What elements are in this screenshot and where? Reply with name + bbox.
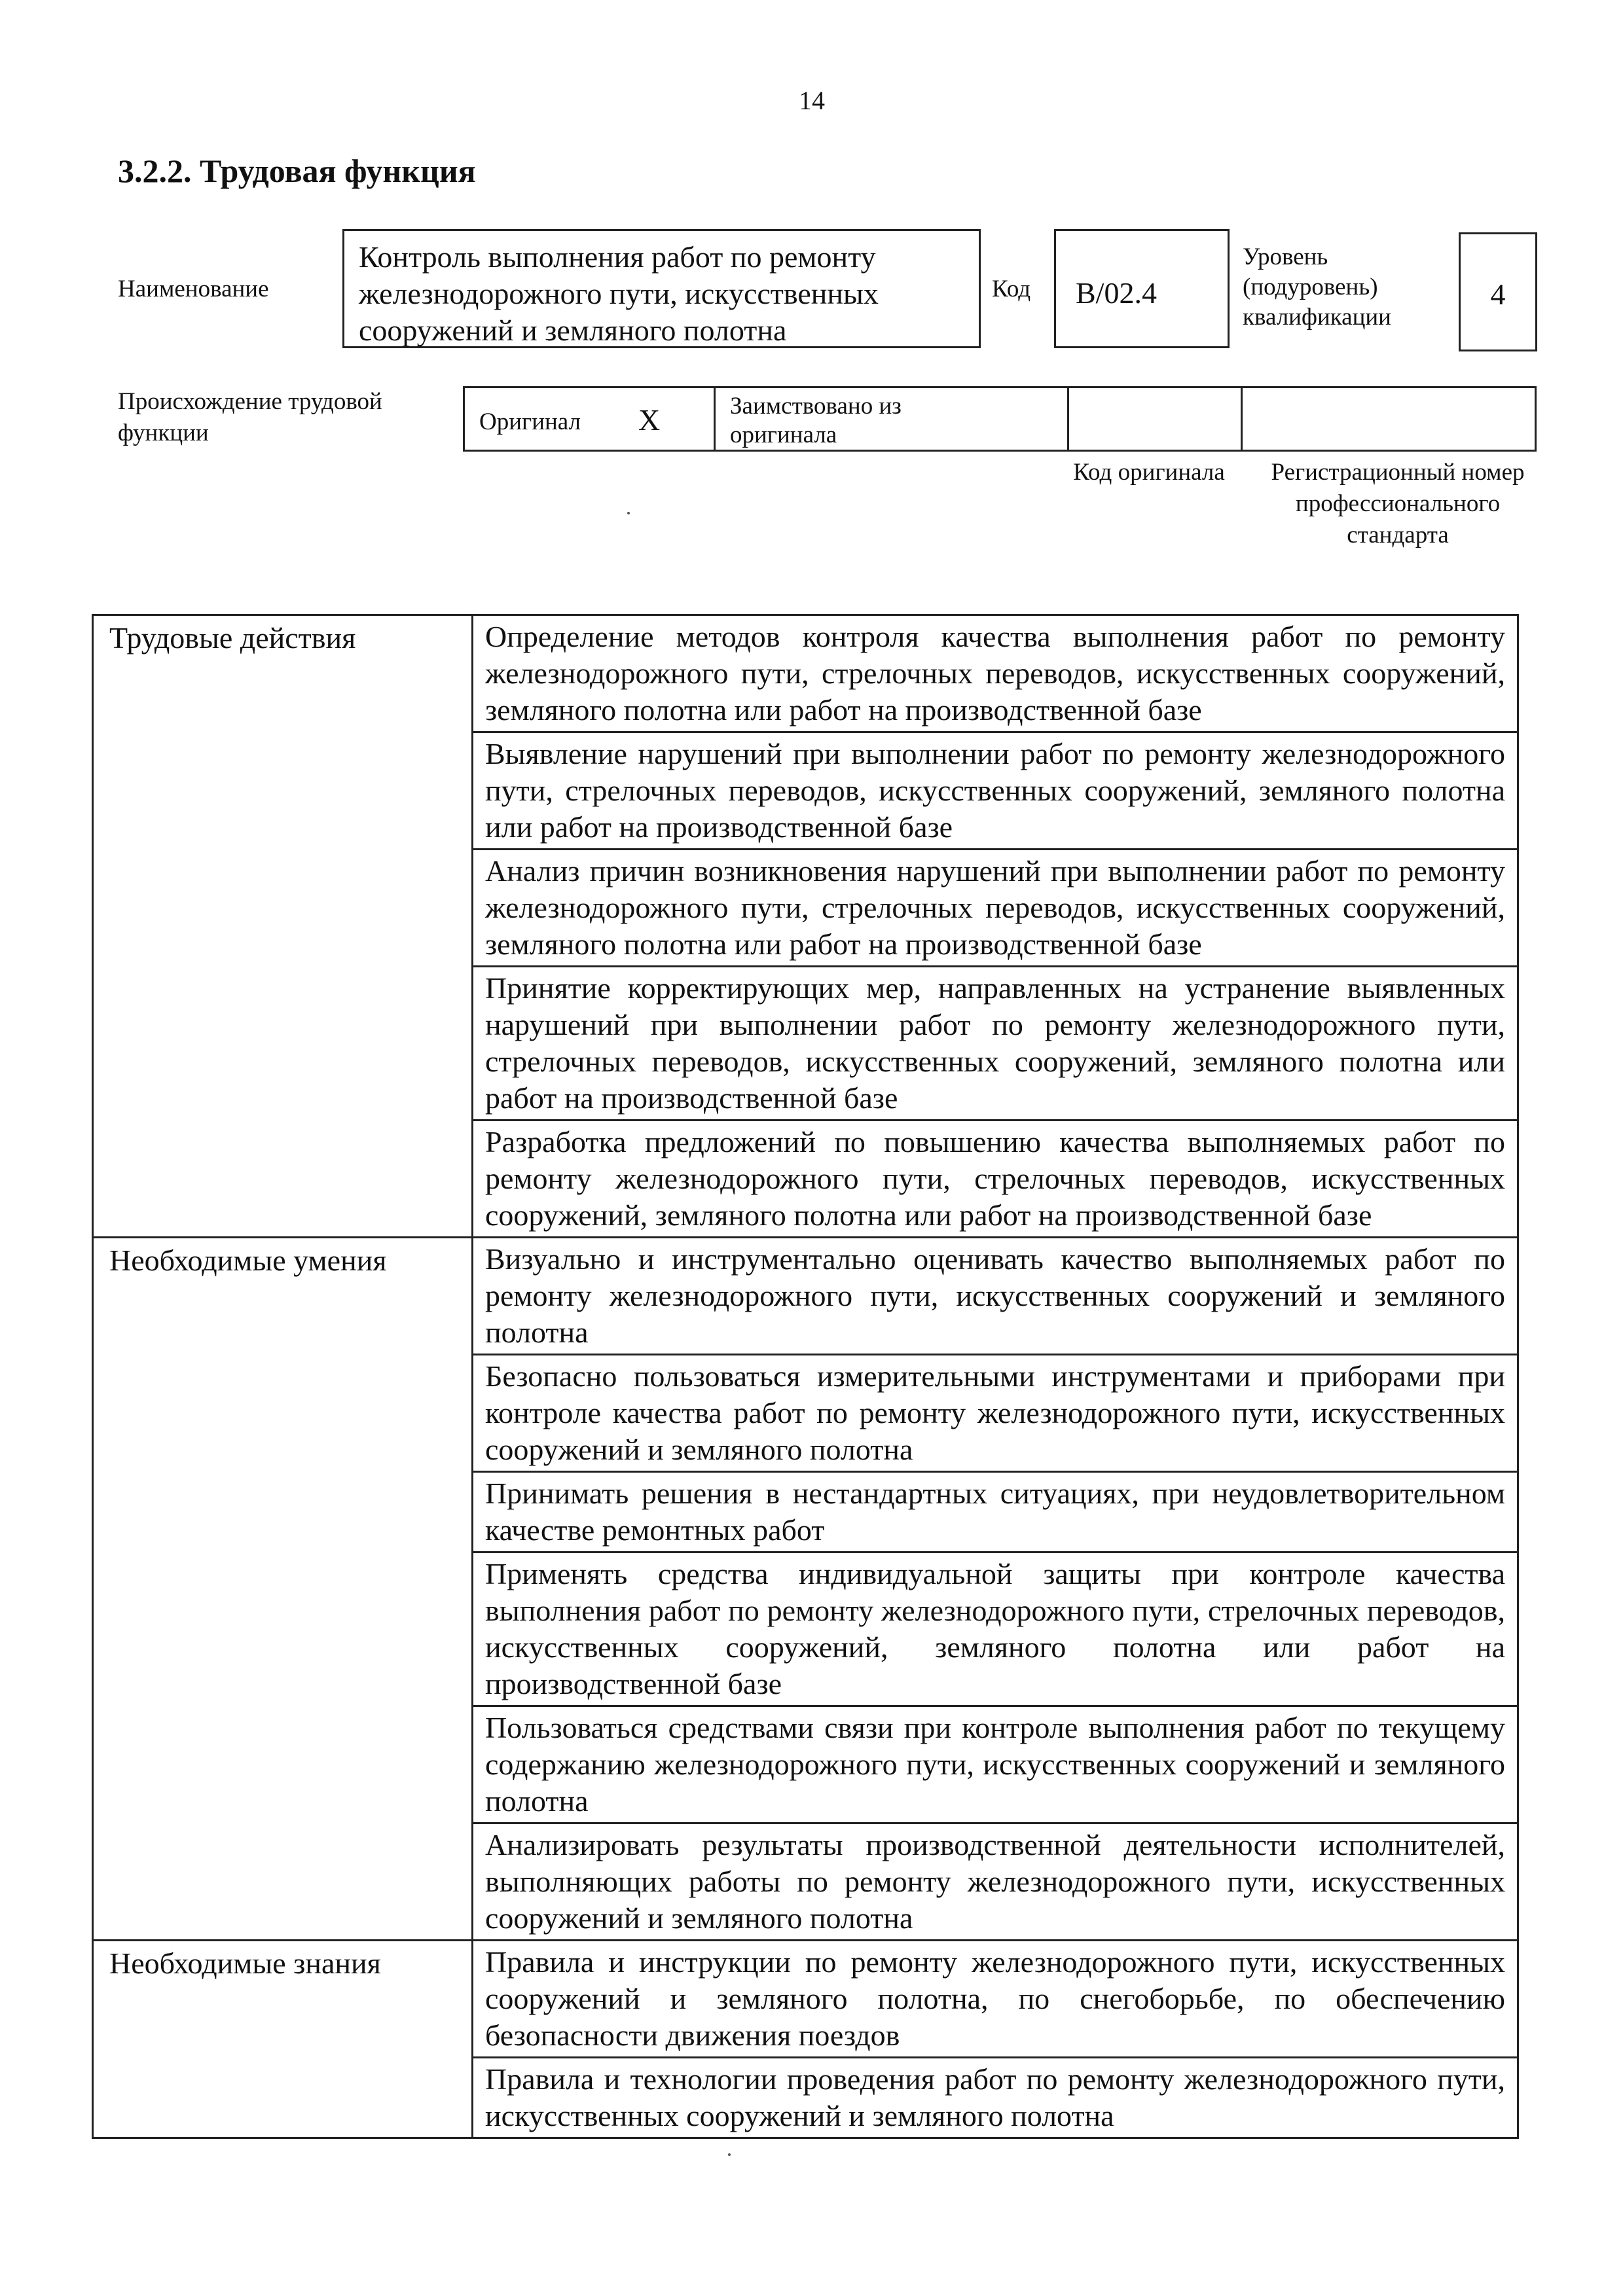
table-cell: Применять средства индивидуальной защиты при контроле качества выполнения работ по ремонту железнодорожного пути, стрелочных переводов, искусственных сооружений, земляного полотна или работ на производственной базе (473, 1552, 1518, 1706)
table-cell: Определение методов контроля качества выполнения работ по ремонту железнодорожного пути, стрелочных переводов, искусственных сооружений, земляного полотна или работ на производственной базе (473, 615, 1518, 732)
original-mark: X (638, 403, 661, 437)
skills-label: Необходимые умения (93, 1238, 473, 1941)
original-code-cell (1067, 388, 1241, 450)
reg-number-cell (1241, 388, 1539, 450)
table-cell: Безопасно пользоваться измерительными инструментами и приборами при контроле качества работ по ремонту железнодорожного пути, искусственных сооружений и земляного полотна (473, 1355, 1518, 1472)
table-cell: Принимать решения в нестандартных ситуациях, при неудовлетворительном качестве ремонтных работ (473, 1472, 1518, 1552)
level-value: 4 (1459, 232, 1537, 351)
table-row (93, 1238, 1518, 1355)
labor-actions-label: Трудовые действия (93, 615, 473, 1238)
original-label: Оригинал (479, 408, 581, 435)
origin-table (463, 386, 1537, 452)
page-number: 14 (799, 86, 825, 115)
table-cell: Визуально и инструментально оценивать качество выполняемых работ по ремонту железнодорожного пути, искусственных сооружений и земляного полотна (473, 1238, 1518, 1355)
table-cell: Правила и инструкции по ремонту железнодорожного пути, искусственных сооружений и земляного полотна, по снегоборьбе, по обеспечению безопасности движения поездов (473, 1941, 1518, 2058)
origin-label: Происхождение трудовой функции (118, 388, 382, 446)
function-table (92, 614, 1519, 2139)
scan-speck (728, 2153, 731, 2156)
level-label (1243, 242, 1439, 332)
borrowed-label: Заимствовано из оригинала (730, 393, 902, 448)
code-label: Код (992, 276, 1031, 302)
table-cell: Принятие корректирующих мер, направленных на устранение выявленных нарушений при выполнении работ по ремонту железнодорожного пути, стрелочных переводов, искусственных сооружений, земляного полотна или работ на производственной базе (473, 967, 1518, 1121)
table-cell: Анализировать результаты производственной деятельности исполнителей, выполняющих работы по ремонту железнодорожного пути, искусственных сооружений и земляного полотна (473, 1823, 1518, 1941)
knowledge-label: Необходимые знания (93, 1941, 473, 2138)
table-cell: Разработка предложений по повышению качества выполняемых работ по ремонту железнодорожного пути, стрелочных переводов, искусственных сооружений, земляного полотна или работ на производственной базе (473, 1121, 1518, 1238)
borrowed-cell (714, 388, 1067, 450)
table-row (93, 615, 1518, 732)
table-row (93, 1941, 1518, 2058)
table-cell: Анализ причин возникновения нарушений при выполнении работ по ремонту железнодорожного пути, стрелочных переводов, искусственных сооружений, земляного полотна или работ на производственной базе (473, 850, 1518, 967)
table-cell: Пользоваться средствами связи при контроле выполнения работ по текущему содержанию железнодорожного пути, искусственных сооружений и земляного полотна (473, 1706, 1518, 1823)
code-caption: Код оригинала (1073, 459, 1225, 486)
name-label: Наименование (118, 276, 269, 302)
scan-speck (627, 512, 630, 514)
name-value: Контроль выполнения работ по ремонту железнодорожного пути, искусственных сооружений и земляного полотна (342, 229, 981, 348)
section-title: 3.2.2. Трудовая функция (118, 152, 476, 189)
reg-caption: Регистрационный номер профессионального стандарта (1271, 459, 1525, 548)
level-label-text: Уровень (подуровень) квалификации (1243, 243, 1391, 331)
table-cell: Выявление нарушений при выполнении работ по ремонту железнодорожного пути, стрелочных переводов, искусственных сооружений, земляного полотна или работ на производственной базе (473, 732, 1518, 850)
code-value: В/02.4 (1054, 229, 1230, 348)
table-cell: Правила и технологии проведения работ по ремонту железнодорожного пути, искусственных сооружений и земляного полотна (473, 2058, 1518, 2138)
original-cell (465, 388, 714, 450)
